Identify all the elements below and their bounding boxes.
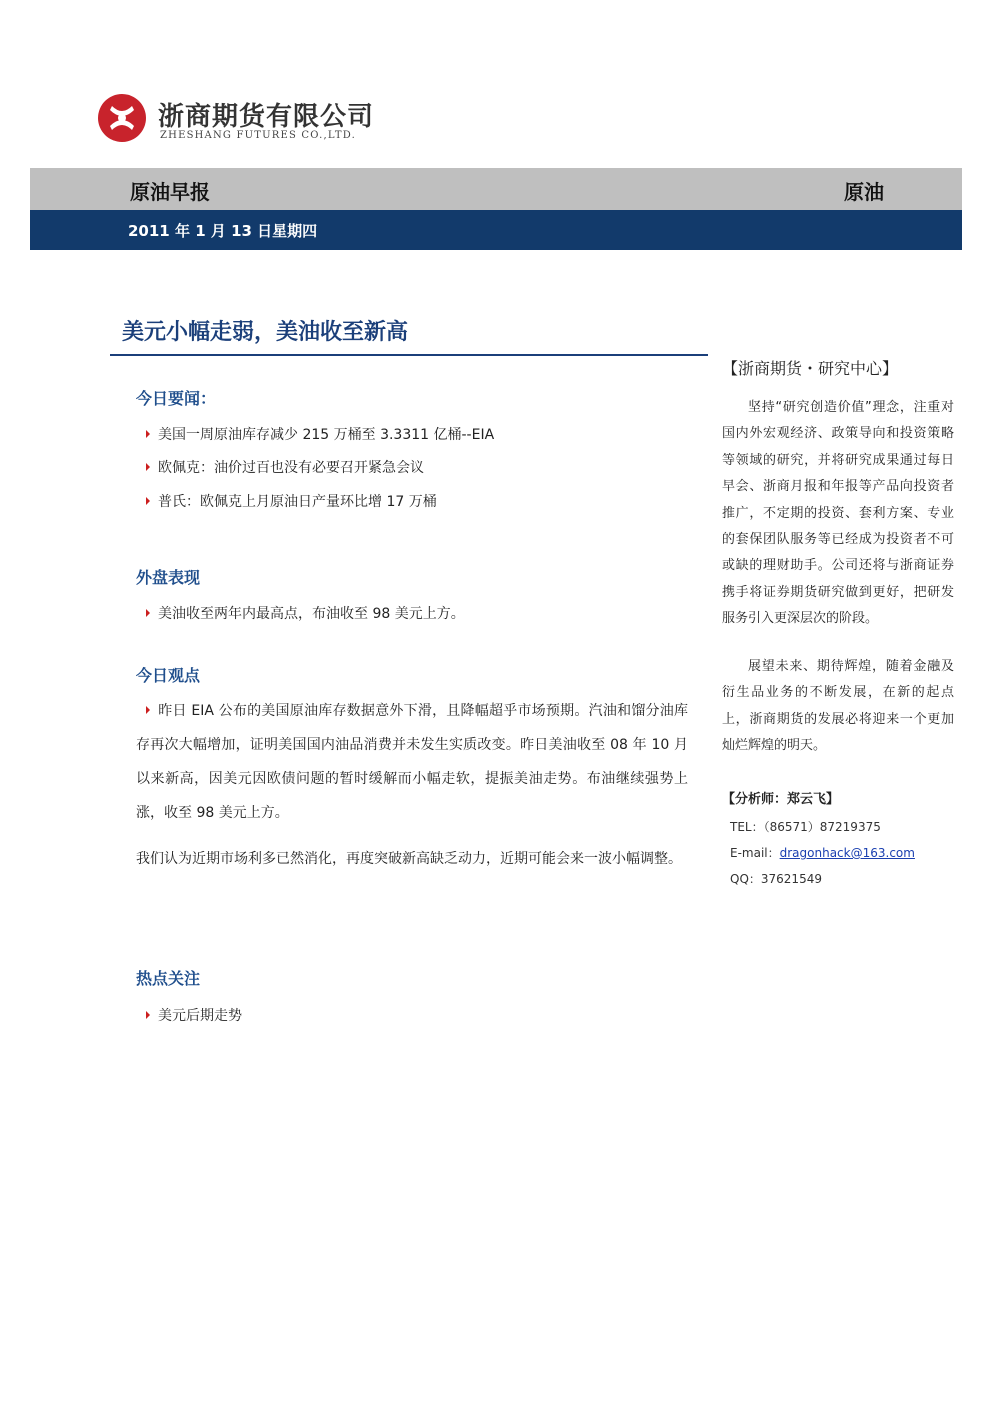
news-item bbox=[146, 424, 494, 444]
bullet-arrow-icon bbox=[146, 609, 150, 617]
headline: 美元小幅走弱，美油收至新高 bbox=[122, 320, 409, 345]
company-logo bbox=[96, 92, 396, 152]
news-item-text: 美国一周原油库存减少 215 万桶至 3.3311 亿桶--EIA bbox=[158, 427, 495, 443]
report-date: 2011 年 1 月 13 日星期四 bbox=[128, 222, 318, 240]
news-item bbox=[146, 491, 437, 511]
news-item bbox=[146, 457, 424, 477]
view-heading: 今日观点 bbox=[136, 666, 201, 685]
sidebar-paragraph-1: 坚持“研究创造价值”理念，注重对国内外宏观经济、政策导向和投资策略等领域的研究，并将研究成果通过每日早会、浙商月报和年报等产品向投资者推广，不定期的投资、套利方案、专业的套保团队服务等已经成为投资者不可或缺的理财助手。公司还将与浙商证券携手将证券期货研究做到更好，把研发服务引入更深层次的阶段。 bbox=[722, 400, 954, 627]
zheshang-logo-icon bbox=[96, 92, 148, 144]
contact-email-link[interactable]: dragonhack@163.com bbox=[779, 846, 915, 860]
view-paragraph-2: 我们认为近期市场利多已然消化，再度突破新高缺乏动力，近期可能会来一波小幅调整。 bbox=[136, 851, 682, 867]
news-item-text: 普氏：欧佩克上月原油日产量环比增 17 万桶 bbox=[158, 494, 437, 510]
sidebar-paragraph-2: 展望未来、期待辉煌，随着金融及衍生品业务的不断发展，在新的起点上，浙商期货的发展必将迎来一个更加灿烂辉煌的明天。 bbox=[722, 659, 954, 754]
report-title-bar bbox=[30, 168, 962, 210]
report-title: 原油早报 bbox=[130, 180, 210, 204]
company-name-en: ZHESHANG FUTURES CO.,LTD. bbox=[160, 130, 356, 141]
contact-email bbox=[730, 844, 915, 861]
headline-divider bbox=[110, 354, 708, 356]
hotspot-item bbox=[146, 1005, 242, 1025]
bullet-arrow-icon bbox=[146, 1011, 150, 1019]
bullet-arrow-icon bbox=[146, 463, 150, 471]
company-name-cn: 浙商期货有限公司 bbox=[158, 102, 375, 132]
sidebar-title: 【浙商期货・研究中心】 bbox=[722, 359, 899, 378]
view-paragraph-1 bbox=[136, 694, 688, 830]
contact-email-label: E-mail： bbox=[730, 846, 780, 860]
overseas-item bbox=[146, 603, 465, 623]
contact-tel: TEL：（86571）87219375 bbox=[730, 820, 881, 834]
bullet-arrow-icon bbox=[146, 706, 150, 714]
hotspot-heading: 热点关注 bbox=[136, 969, 201, 988]
hotspot-item-text: 美元后期走势 bbox=[158, 1008, 242, 1024]
news-heading: 今日要闻： bbox=[136, 389, 217, 408]
analyst-name: 【分析师：郑云飞】 bbox=[722, 792, 840, 807]
report-date-bar bbox=[30, 210, 962, 250]
view-paragraph-1-rest: 汽油和馏分油库存再次大幅增加，证明美国国内油品消费并未发生实质改变。昨日美油收至 08 年 10 月以来新高，因美元因欧债问题的暂时缓解而小幅走软，提振美油走势。布油继续强势上涨，收至 98 美元上方。 bbox=[136, 703, 689, 821]
view-paragraph-1-first: 昨日 EIA 公布的美国原油库存数据意外下滑，且降幅超乎市场预期。 bbox=[158, 703, 589, 719]
report-category: 原油 bbox=[844, 180, 884, 204]
bullet-arrow-icon bbox=[146, 430, 150, 438]
overseas-heading: 外盘表现 bbox=[136, 568, 201, 587]
contact-qq: QQ：37621549 bbox=[730, 872, 822, 886]
overseas-item-text: 美油收至两年内最高点，布油收至 98 美元上方。 bbox=[158, 606, 465, 622]
bullet-arrow-icon bbox=[146, 497, 150, 505]
news-item-text: 欧佩克：油价过百也没有必要召开紧急会议 bbox=[158, 460, 424, 476]
